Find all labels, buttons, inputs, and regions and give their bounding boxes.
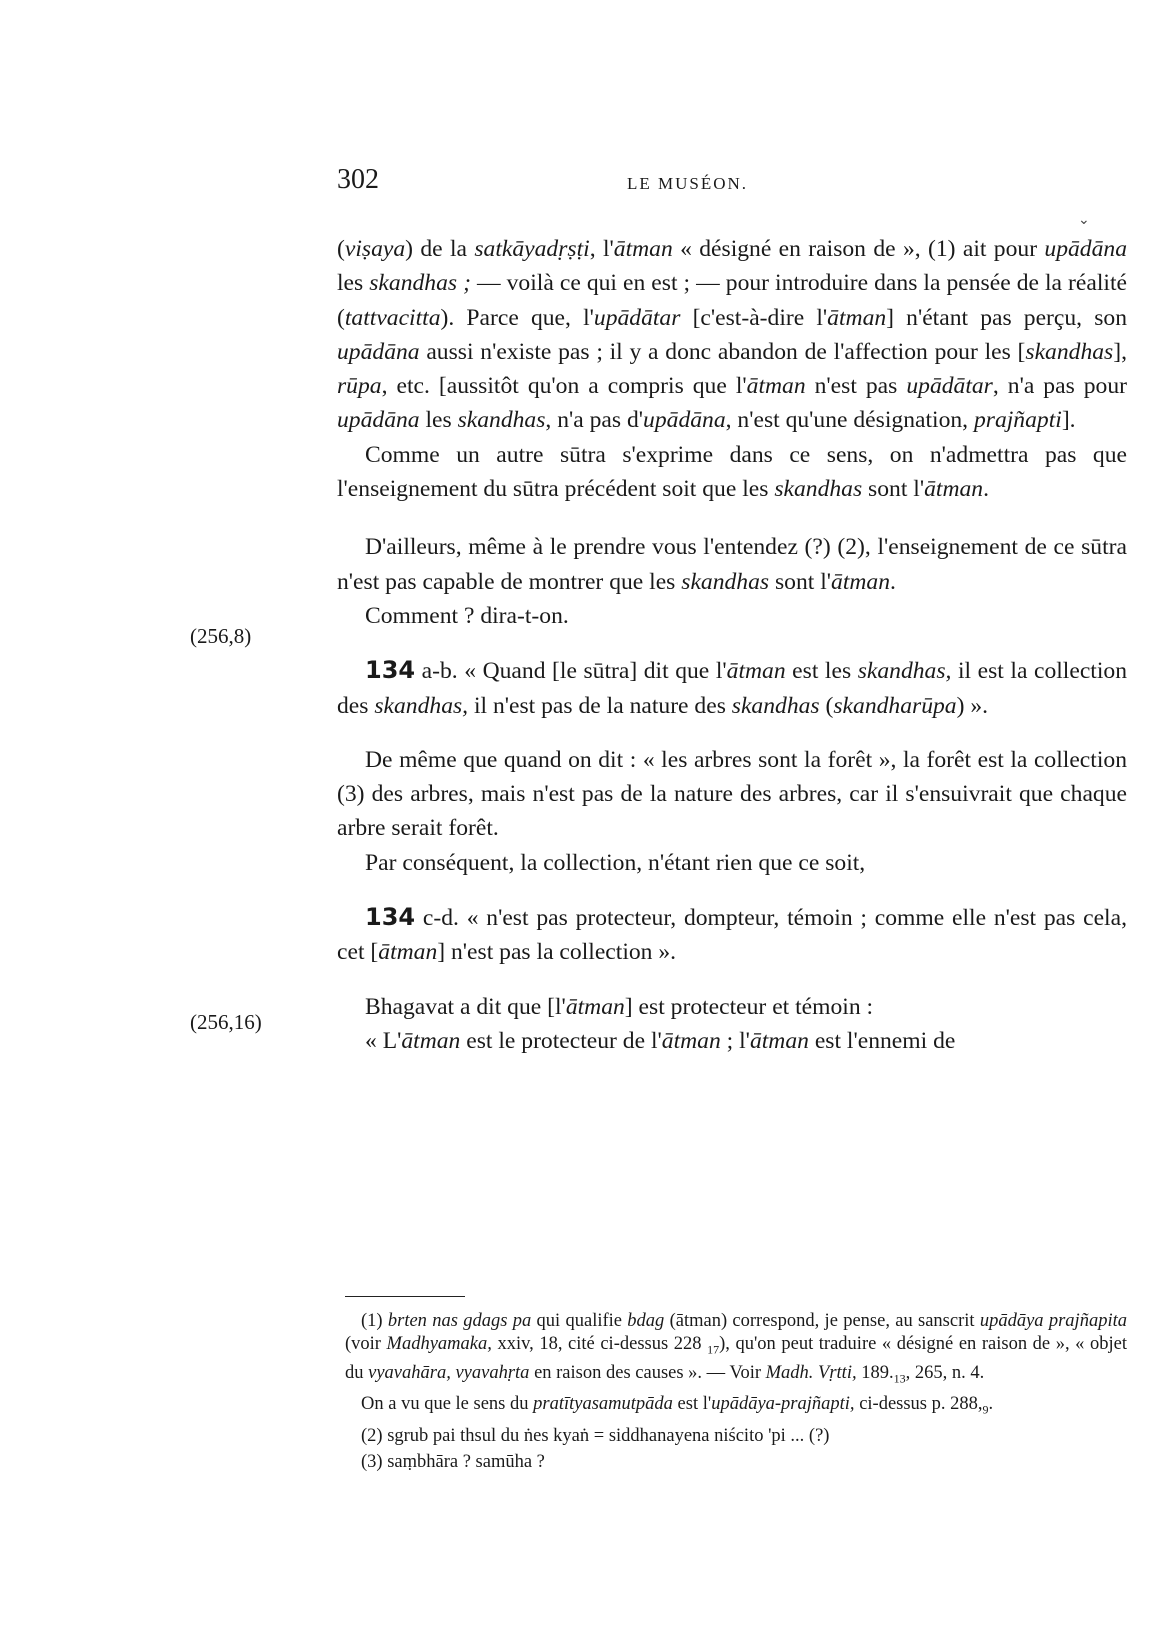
paragraph: Par conséquent, la collection, n'étant rien que ce soit, [365, 849, 866, 876]
stray-mark: ⌄ [1078, 213, 1090, 228]
running-title: LE MUSÉON. [627, 174, 749, 193]
karika: 134 a-b. « Quand [le sūtra] dit que l'ātman est les skandhas, il est la collection des skandhas, il n'est pas de la nature des skandhas (skandharūpa) ». [337, 656, 1128, 719]
paragraph: D'ailleurs, même à le prendre vous l'entendez (?) (2), l'enseignement de ce sūtra n'est pas capable de montrer que les skandhas sont l'ātman. [337, 534, 1127, 595]
karika: 134 c-d. « n'est pas protecteur, dompteur, témoin ; comme elle n'est pas cela, cet [ātman] n'est pas la collection ». [337, 903, 1127, 966]
paragraph: De même que quand on dit : « les arbres sont la forêt », la forêt est la collection (3) des arbres, mais n'est pas de la nature des arbres, car il s'ensuivrait que chaque arbre serait forêt. [337, 746, 1127, 842]
margin-note: (256,8) [190, 624, 252, 648]
page-number: 302 [337, 164, 379, 195]
paragraph: (viṣaya) de la satkāyadṛṣṭi, l'ātman « désigné en raison de », (1) ait pour upādāna les skandhas ; — voilà ce qui en est ; — pour introduire dans la pensée de la réalité (tattvacitta). Parce que, l'upādātar [c'est-à-dire l'ātman] n'étant pas perçu, son upādāna aussi n'existe pas ; il y a donc abandon de l'affection pour les [skandhas], rūpa, etc. [aussitôt qu'on a compris que l'ātman n'est pas upādātar, n'a pas pour upādāna les skandhas, n'a pas d'upādāna, n'est qu'une désignation, prajñapti]. [337, 236, 1128, 434]
page-header [337, 164, 1127, 204]
main-text [337, 232, 1127, 1058]
footnote: (2) sgrub pai thsul du ṅes kyaṅ = siddhanayena niścito 'pi ... (?) [361, 1426, 830, 1447]
footnote: On a vu que le sens du pratītyasamutpāda est l'upādāya-prajñapti, ci-dessus p. $288,_9$. [361, 1394, 994, 1418]
paragraph: Bhagavat a dit que [l'ātman] est protecteur et témoin : [365, 993, 874, 1020]
footnote: (1) brten nas gdags pa qui qualifie bdag (ātman) correspond, je pense, au sanscrit upādāya prajñapita (voir Madhyamaka, xxiv, 18, cité ci-dessus 228 $_{17}$), qu'on peut traduire « désigné en raison de », « objet du vyavahāra, vyavahṛta en raison des causes ». — Voir Madh. Vṛtti, $189._{13}$, 265, n. 4. [345, 1311, 1127, 1386]
footnote-rule [345, 1296, 465, 1297]
footnote: (3) saṃbhāra ? samūha ? [361, 1452, 545, 1473]
paragraph: Comment ? dira-t-on. [365, 602, 569, 629]
paragraph: Comme un autre sūtra s'exprime dans ce sens, on n'admettra pas que l'enseignement du sūtra précédent soit que les skandhas sont l'ātman. [337, 441, 1127, 503]
footnotes [345, 1310, 1127, 1477]
margin-note: (256,16) [190, 1010, 262, 1034]
paragraph: « L'ātman est le protecteur de l'ātman ; l'ātman est l'ennemi de [365, 1027, 956, 1054]
